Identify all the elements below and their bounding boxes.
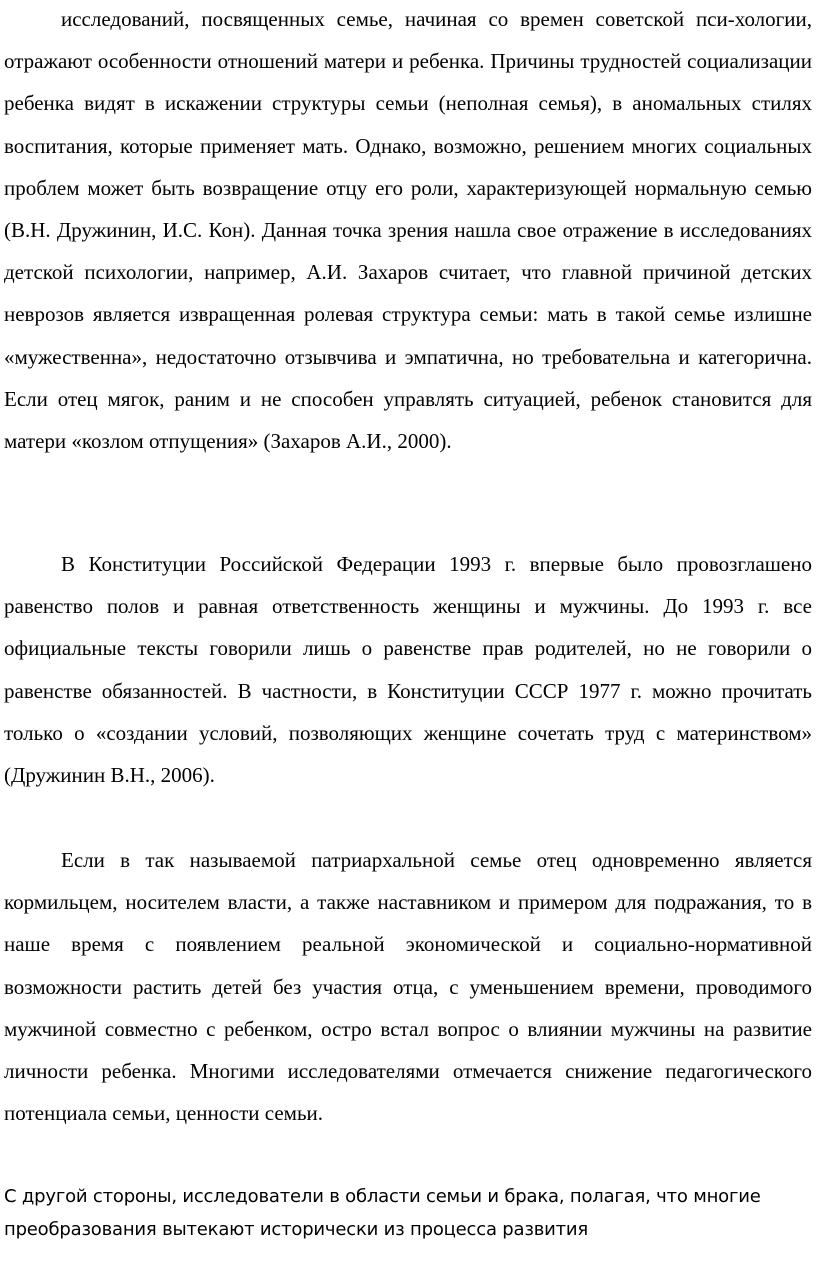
paragraph-4: С другой стороны, исследователи в области семьи и брака, полагая, что многие преобразования вытекают исторически из процесса развития: [4, 1186, 761, 1240]
paragraph-2: В Конституции Российской Федерации 1993 г. впервые было провозглашено равенство полов и равная ответственность женщины и мужчины. До 1993 г. все официальные тексты говорили лишь о равенстве прав родителей, но не говорили о равенстве обязанностей. В частности, в Конституции СССР 1977 г. можно прочитать только о «создании условий, позволяющих женщине сочетать труд с материнством» (Дружинин В.Н., 2006).: [4, 552, 812, 788]
paragraph-1: исследований, посвященных семье, начиная со времен советской пси-хологии, отражают особенности отношений матери и ребенка. Причины трудностей социализации ребенка видят в искажении структуры семьи (неполная семья), в аномальных стилях воспитания, которые применяет мать. Однако, возможно, решением многих социальных проблем может быть возвращение отцу его роли, характеризующей нормальную семью (В.Н. Дружинин, И.С. Кон). Данная точка зрения нашла свое отражение в исследованиях детской психологии, например, А.И. Захаров считает, что главной причиной детских неврозов является извращенная ролевая структура семьи: мать в такой семье излишне «мужественна», недостаточно отзывчива и эмпатична, но требовательна и категорична. Если отец мягок, раним и не способен управлять ситуацией, ребенок становится для матери «козлом отпущения» (Захаров А.И., 2000).: [4, 7, 812, 454]
paragraph-3: Если в так называемой патриархальной семье отец одновременно является кормильцем, носителем власти, а также наставником и примером для подражания, то в наше время с появлением реальной экономической и социально-нормативной возможности растить детей без участия отца, с уменьшением времени, проводимого мужчиной совместно с ребенком, остро встал вопрос о влиянии мужчины на развитие личности ребенка. Многими исследователями отмечается снижение педагогического потенциала семьи, ценности семьи.: [4, 848, 812, 1126]
